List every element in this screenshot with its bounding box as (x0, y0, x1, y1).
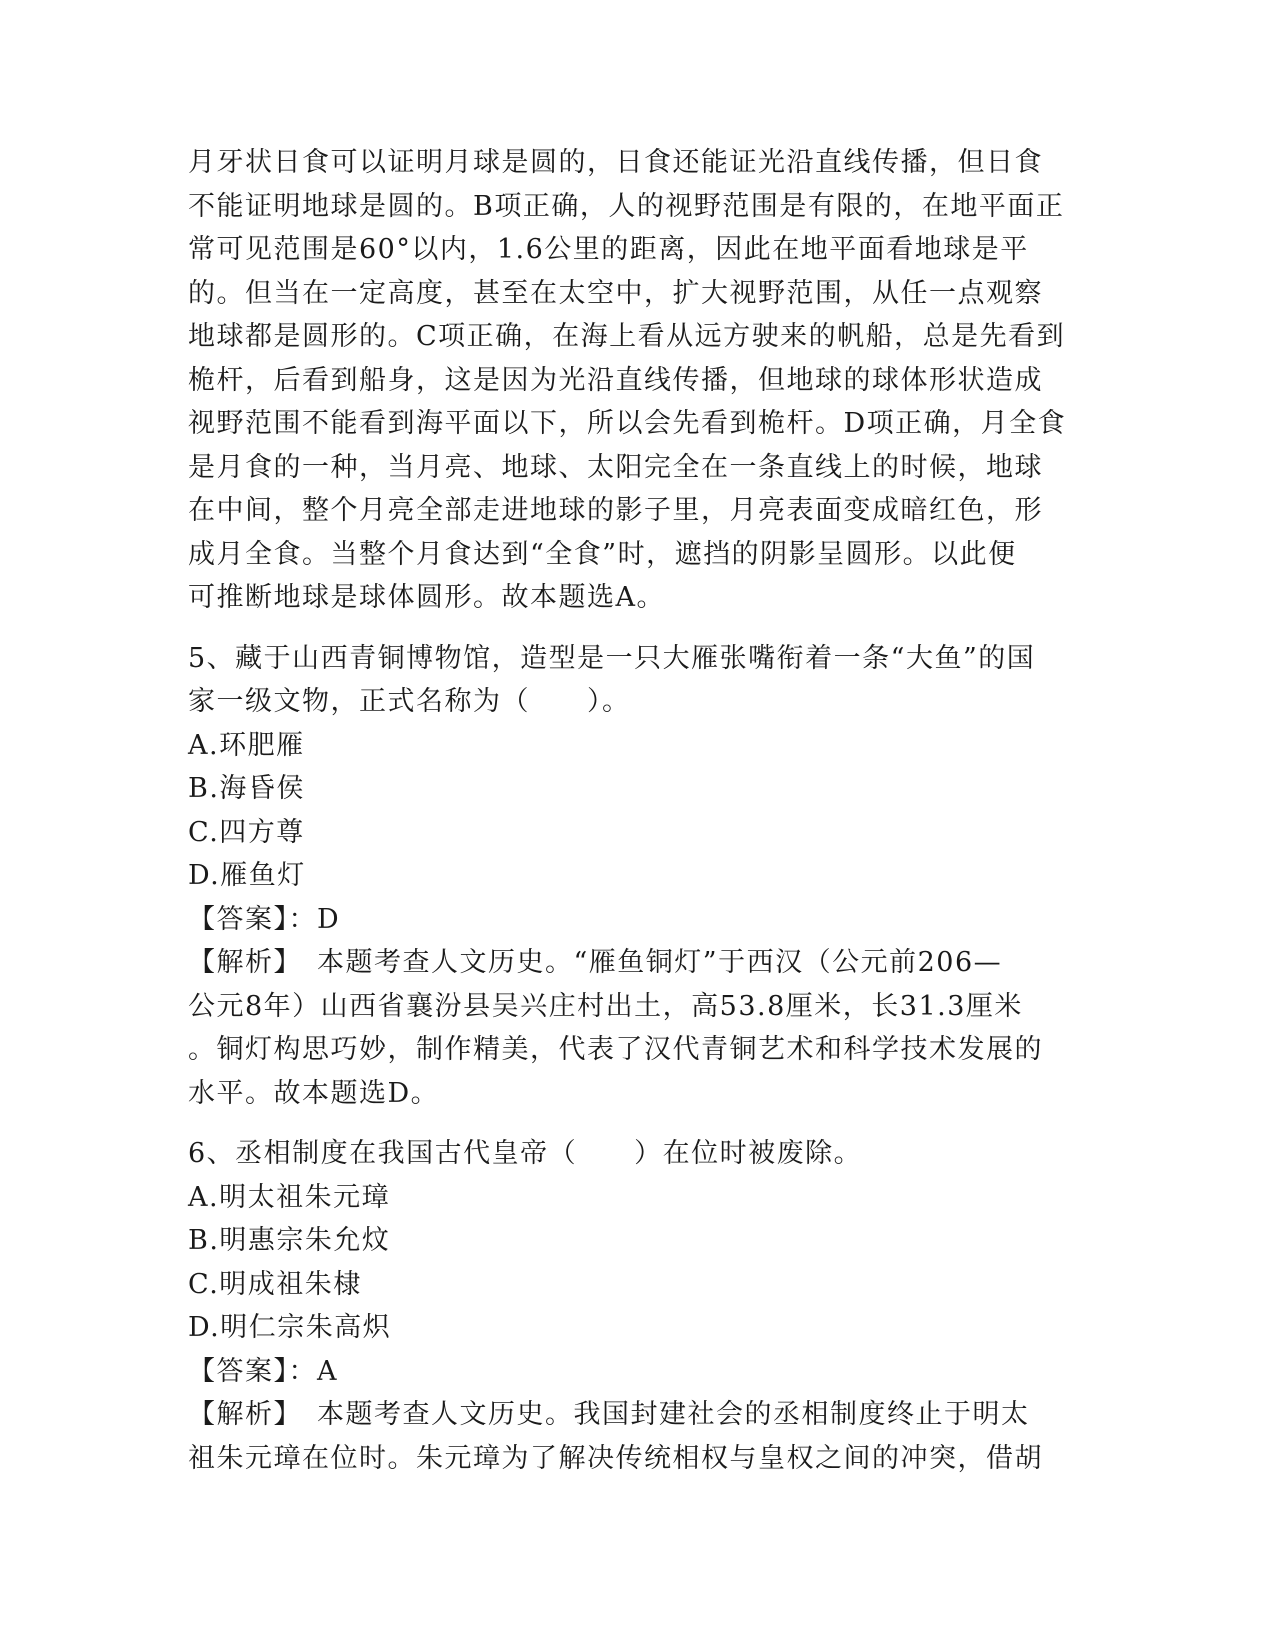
explanation-line: 在中间，整个月亮全部走进地球的影子里，月亮表面变成暗红色，形 (188, 495, 1043, 526)
answer-line: 【答案】：A (188, 1355, 338, 1387)
question-stem-line: 家一级文物，正式名称为（ ）。 (188, 686, 631, 717)
option-d: D.明仁宗朱高炽 (188, 1312, 392, 1343)
paragraph-gap (188, 620, 1093, 637)
option-b: B.明惠宗朱允炆 (188, 1225, 391, 1256)
option-b: B.海昏侯 (188, 773, 305, 804)
option-c: C.明成祖朱棣 (188, 1268, 362, 1300)
explanation-line: 地球都是圆形的。C项正确，在海上看从远方驶来的帆船，总是先看到 (188, 321, 1066, 352)
question-stem-line: 6、丞相制度在我国古代皇帝（ ）在位时被废除。 (188, 1138, 863, 1169)
question-6 (188, 1132, 1093, 1480)
explanation-line: 月牙状日食可以证明月球是圆的，日食还能证光沿直线传播，但日食 (188, 147, 1043, 178)
option-a: A.环肥雁 (188, 729, 305, 761)
option-d: D.雁鱼灯 (188, 860, 306, 891)
explanation-line: 视野范围不能看到海平面以下，所以会先看到桅杆。D项正确，月全食 (188, 408, 1067, 439)
explanation-line: 是月食的一种，当月亮、地球、太阳完全在一条直线上的时候，地球 (188, 451, 1043, 483)
analysis-line: 公元8年）山西省襄汾县吴兴庄村出土，高53.8厘米，长31.3厘米 (188, 990, 1023, 1022)
option-a: A.明太祖朱元璋 (188, 1181, 391, 1213)
explanation-line: 不能证明地球是圆的。B项正确，人的视野范围是有限的，在地平面正 (188, 190, 1065, 222)
analysis-line: 【解析】 本题考查人文历史。“雁鱼铜灯”于西汉（公元前206— (188, 947, 1003, 978)
explanation-line: 成月全食。当整个月食达到“全食”时，遮挡的阴影呈圆形。以此便 (188, 538, 1017, 570)
answer-line: 【答案】：D (188, 903, 341, 935)
analysis-line: 祖朱元璋在位时。朱元璋为了解决传统相权与皇权之间的冲突，借胡 (188, 1442, 1043, 1474)
question-5 (188, 637, 1093, 1116)
prior-question-explanation (188, 141, 1093, 620)
option-c: C.四方尊 (188, 816, 305, 848)
analysis-line: 。铜灯构思巧妙，制作精美，代表了汉代青铜艺术和科学技术发展的 (188, 1034, 1043, 1065)
analysis-line: 【解析】 本题考查人文历史。我国封建社会的丞相制度终止于明太 (188, 1399, 1030, 1430)
paragraph-gap (188, 1115, 1093, 1132)
question-stem-line: 5、藏于山西青铜博物馆，造型是一只大雁张嘴衔着一条“大鱼”的国 (188, 642, 1036, 674)
explanation-line: 可推断地球是球体圆形。故本题选A。 (188, 582, 665, 613)
explanation-line: 常可见范围是60°以内，1.6公里的距离，因此在地平面看地球是平 (188, 234, 1029, 265)
explanation-line: 的。但当在一定高度，甚至在太空中，扩大视野范围，从任一点观察 (188, 277, 1043, 309)
analysis-line: 水平。故本题选D。 (188, 1077, 440, 1109)
explanation-line: 桅杆，后看到船身，这是因为光沿直线传播，但地球的球体形状造成 (188, 364, 1043, 396)
document-page (188, 141, 1093, 1480)
